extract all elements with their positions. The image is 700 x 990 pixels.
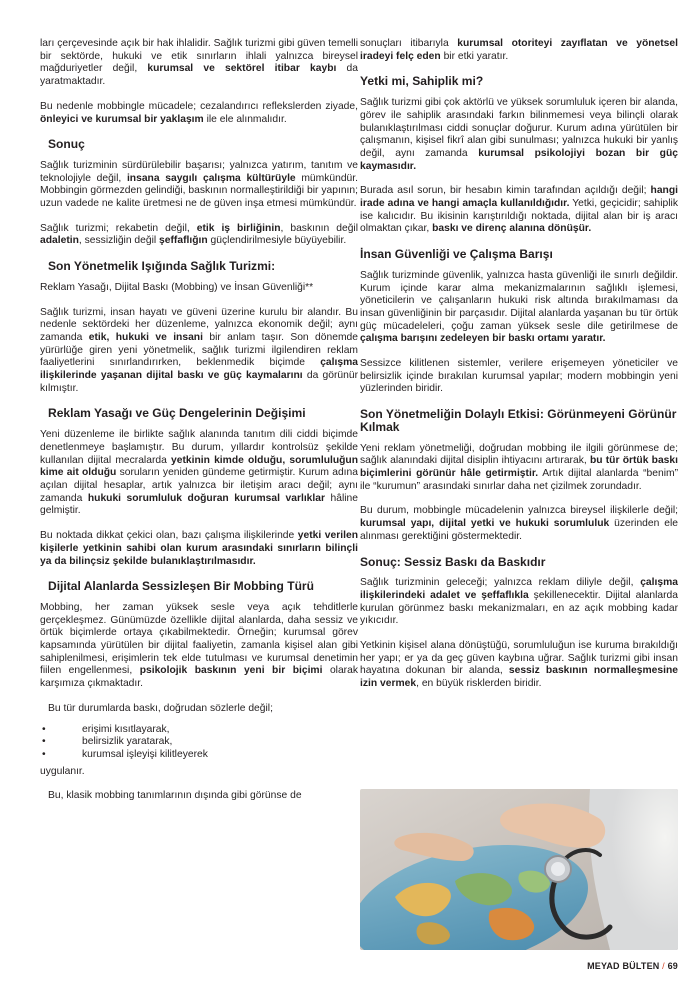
- section-heading: Son Yönetmelik Işığında Sağlık Turizmi:: [48, 259, 276, 274]
- left-column: [40, 38, 358, 815]
- section-heading: Yetki mi, Sahiplik mi?: [360, 74, 484, 89]
- list-item: • belirsizlik yaratarak,: [40, 736, 358, 749]
- paragraph: Bu durum, mobbingle mücadelenin yalnızca bireysel ilişkilerle değil; kurumsal yapı, dijital yetki ve hukuki sorumluluk üzerinden ele alınması gerektiğini göstermektedir.: [360, 505, 679, 542]
- photo-illustration: [360, 789, 678, 950]
- paragraph: uygulanır.: [40, 765, 85, 777]
- paragraph: Burada asıl sorun, bir hesabın kimin tarafından açıldığı değil; hangi irade adına ve hangi amaçla kullanıldığıdır. Yetki, geçicidir; sahiplik ise kalıcıdır. Bu ikisinin karıştırıldığı noktada, dijital alan bir iş aracı olmaktan çıkar, baskı ve direnç alanına dönüşür.: [360, 185, 678, 235]
- paragraph: Sessizce kilitlenen sistemler, verilere erişemeyen yöneticiler ve belirsizlik içinde bırakılan kurumsal yapılar; modern mobbingin yeni yüzlerinden biridir.: [360, 358, 678, 395]
- section-heading: Reklam Yasağı ve Güç Dengelerinin Değişimi: [48, 406, 306, 421]
- section-heading: Sonuç: [48, 137, 85, 152]
- stethoscope-on-world-map-photo: [360, 789, 678, 950]
- paragraph: Mobbing, her zaman yüksek sesle veya açık tehditlerle gerçekleşmez. Günümüzde özellikle dijital alanlarda, daha sessiz ve örtük biçimlerde ortaya çıkabilmektedir. Örneğin; kurumsal görev kapsamında yürütülen bir dijital faaliyetin, zamanla kişisel alan gibi sahiplenilmesi, erişimlerin tek elde tutulması ve kurumsal denetimin fiilen engellenmesi, psikolojik baskının yeni bir biçimi olarak karşımıza çıkmaktadır.: [40, 601, 358, 690]
- paragraph: Bu tür durumlarda baskı, doğrudan sözlerle değil;: [48, 702, 273, 714]
- paragraph: Bu nedenle mobbingle mücadele; cezalandırıcı reflekslerden ziyade, önleyici ve kurumsal bir yaklaşım ile ele alınmalıdır.: [40, 100, 358, 125]
- list-item: • kurumsal işleyişi kilitleyerek: [40, 749, 358, 762]
- paragraph: Yeni düzenleme ile birlikte sağlık alanında tanıtım dili ciddi biçimde denetlenmeye başlamıştır. Bu durum, yıllardır kontrolsüz şekilde kullanılan dijital mecralarda yetkinin kimde olduğu, sorumluluğun kime ait olduğu soruların yeniden gündeme getirmiştir. Kurum adına açılan dijital hesaplar, artık yalnızca bir iletişim aracı değil; aynı zamanda hukuki sorumluluk doğuran kurumsal varlıklar hâline gelmiştir.: [40, 429, 358, 517]
- section-heading: Son Yönetmeliğin Dolaylı Etkisi: Görünmeyeni Görünür Kılmak: [360, 407, 677, 434]
- publication-name: MEYAD BÜLTEN: [587, 961, 660, 971]
- paragraph: Sağlık turizminin sürdürülebilir başarısı; yalnızca yatırım, tanıtım ve teknolojiyle değil, insana saygılı çalışma kültürüyle mümkündür. Mobbingin görmezden gelindiği, baskının normalleştirildiği bir yapının; uzun vadede ne kalite üretmesi ne de güven inşa etmesi mümkündür.: [40, 159, 358, 210]
- page-footer: [587, 961, 678, 971]
- paragraph: Yeni reklam yönetmeliği, doğrudan mobbing ile ilgili görünmese de; sağlık alanındaki dijital disiplin ihtiyacını artırarak, bu tür örtük baskı biçimlerini görünür hâle getirmiştir. Artık dijital alanlarda “benim” ile “kurumun” arasındaki sınırlar daha net çizilmek zorundadır.: [360, 442, 678, 492]
- footer-separator: /: [662, 961, 665, 971]
- section-heading: İnsan Güvenliği ve Çalışma Barışı: [360, 247, 553, 262]
- paragraph: Reklam Yasağı, Dijital Baskı (Mobbing) ve İnsan Güvenliği**: [40, 281, 314, 293]
- right-column: [360, 38, 678, 703]
- paragraph: Sağlık turizmi, insan hayatı ve güveni üzerine kurulu bir alandır. Bu nedenle sektördeki her düzenleme, yalnızca ekonomik değil; aynı zamanda etik, hukuki ve insani bir anlam taşır. Son dönemde yürürlüğe giren yeni yönetmelik, sağlık turizmi ilgilendiren reklam faaliyetlerini sınırlandırırken, beklenmedik biçimde çalışma ilişkilerinde yaşanan dijital baskı ve güç kaymalarını da görünür kılmıştır.: [40, 306, 358, 394]
- paragraph: ları çerçevesinde açık bir hak ihlalidir. Sağlık turizmi gibi güven temelli bir sektörde, hukuki ve etik sınırların ihlali yalnızca bireysel mağduriyetler değil, kurumsal ve sektörel itibar kaybı da yaratmaktadır.: [40, 38, 358, 88]
- list-item: • erişimi kısıtlayarak,: [40, 724, 358, 737]
- paragraph: Bu, klasik mobbing tanımlarının dışında gibi görünse de: [48, 790, 302, 802]
- paragraph: Sağlık turizmi; rekabetin değil, etik iş birliğinin, baskının değil adaletin, sessizliğin değil şeffaflığın güçlendirilmesiyle büyüyebilir.: [40, 222, 359, 247]
- bullet-list: [40, 724, 358, 762]
- section-heading: Dijital Alanlarda Sessizleşen Bir Mobbing Türü: [48, 579, 314, 594]
- paragraph: Bu noktada dikkat çekici olan, bazı çalışma ilişkilerinde yetki verilen kişilerle yetkinin sahibi olan kurum arasındaki sınırların bilinçli ya da bilinçsiz şekilde bulanıklaştırılmasıdır.: [40, 530, 358, 567]
- paragraph: Sağlık turizminde güvenlik, yalnızca hasta güvenliği ile sınırlı değildir. Kurum içinde karar alma mekanizmalarının sağlıklı işlemesi, yöneticilerin ve çalışanların hukuki risk altında bırakılmaması da insan güvenliğinin bir parçasıdır. Dijital alanlarda yaşanan bu tür örtük güç mücadeleleri, çoğu zaman yüksek sesle dile getirilmese de çalışma barışını zedeleyen bir baskı ortamı yaratır.: [360, 269, 678, 345]
- paragraph: Yetkinin kişisel alana dönüştüğü, sorumluluğun ise kuruma bırakıldığı her yapı; er ya da geç güven kaybına uğrar. Sağlık turizmi gibi insan hayatına dokunan bir alanda, sessiz baskının normalleşmesine izin vermek, en büyük risklerden biridir.: [360, 640, 678, 690]
- paragraph: Sağlık turizmi gibi çok aktörlü ve yüksek sorumluluk içeren bir alanda, görev ile sahiplik arasındaki farkın bilinmemesi veya bilinçli olarak bulanıklaştırılması ciddi sonuçlar doğurur. Kurum adına yürütülen bir çalışmanın, kişisel fikrî alan gibi sunulması; yalnızca hukuki bir yanlış değil, aynı zamanda kurumsal psikolojiyi bozan bir güç kaymasıdır.: [360, 97, 678, 172]
- section-heading: Sonuç: Sessiz Baskı da Baskıdır: [360, 554, 546, 569]
- paragraph: sonuçları itibarıyla kurumsal otoriteyi zayıflatan ve yönetsel iradeyi felç eden bir etki yaratır.: [360, 38, 678, 62]
- page-number: 69: [667, 961, 678, 971]
- paragraph: Sağlık turizminin geleceği; yalnızca reklam diliyle değil, çalışma ilişkilerindeki adalet ve şeffaflıkla şekillenecektir. Dijital alanlarda kurulan görünmez baskı mekanizmaları, en az açık mobbing kadar yıkıcıdır.: [360, 577, 678, 627]
